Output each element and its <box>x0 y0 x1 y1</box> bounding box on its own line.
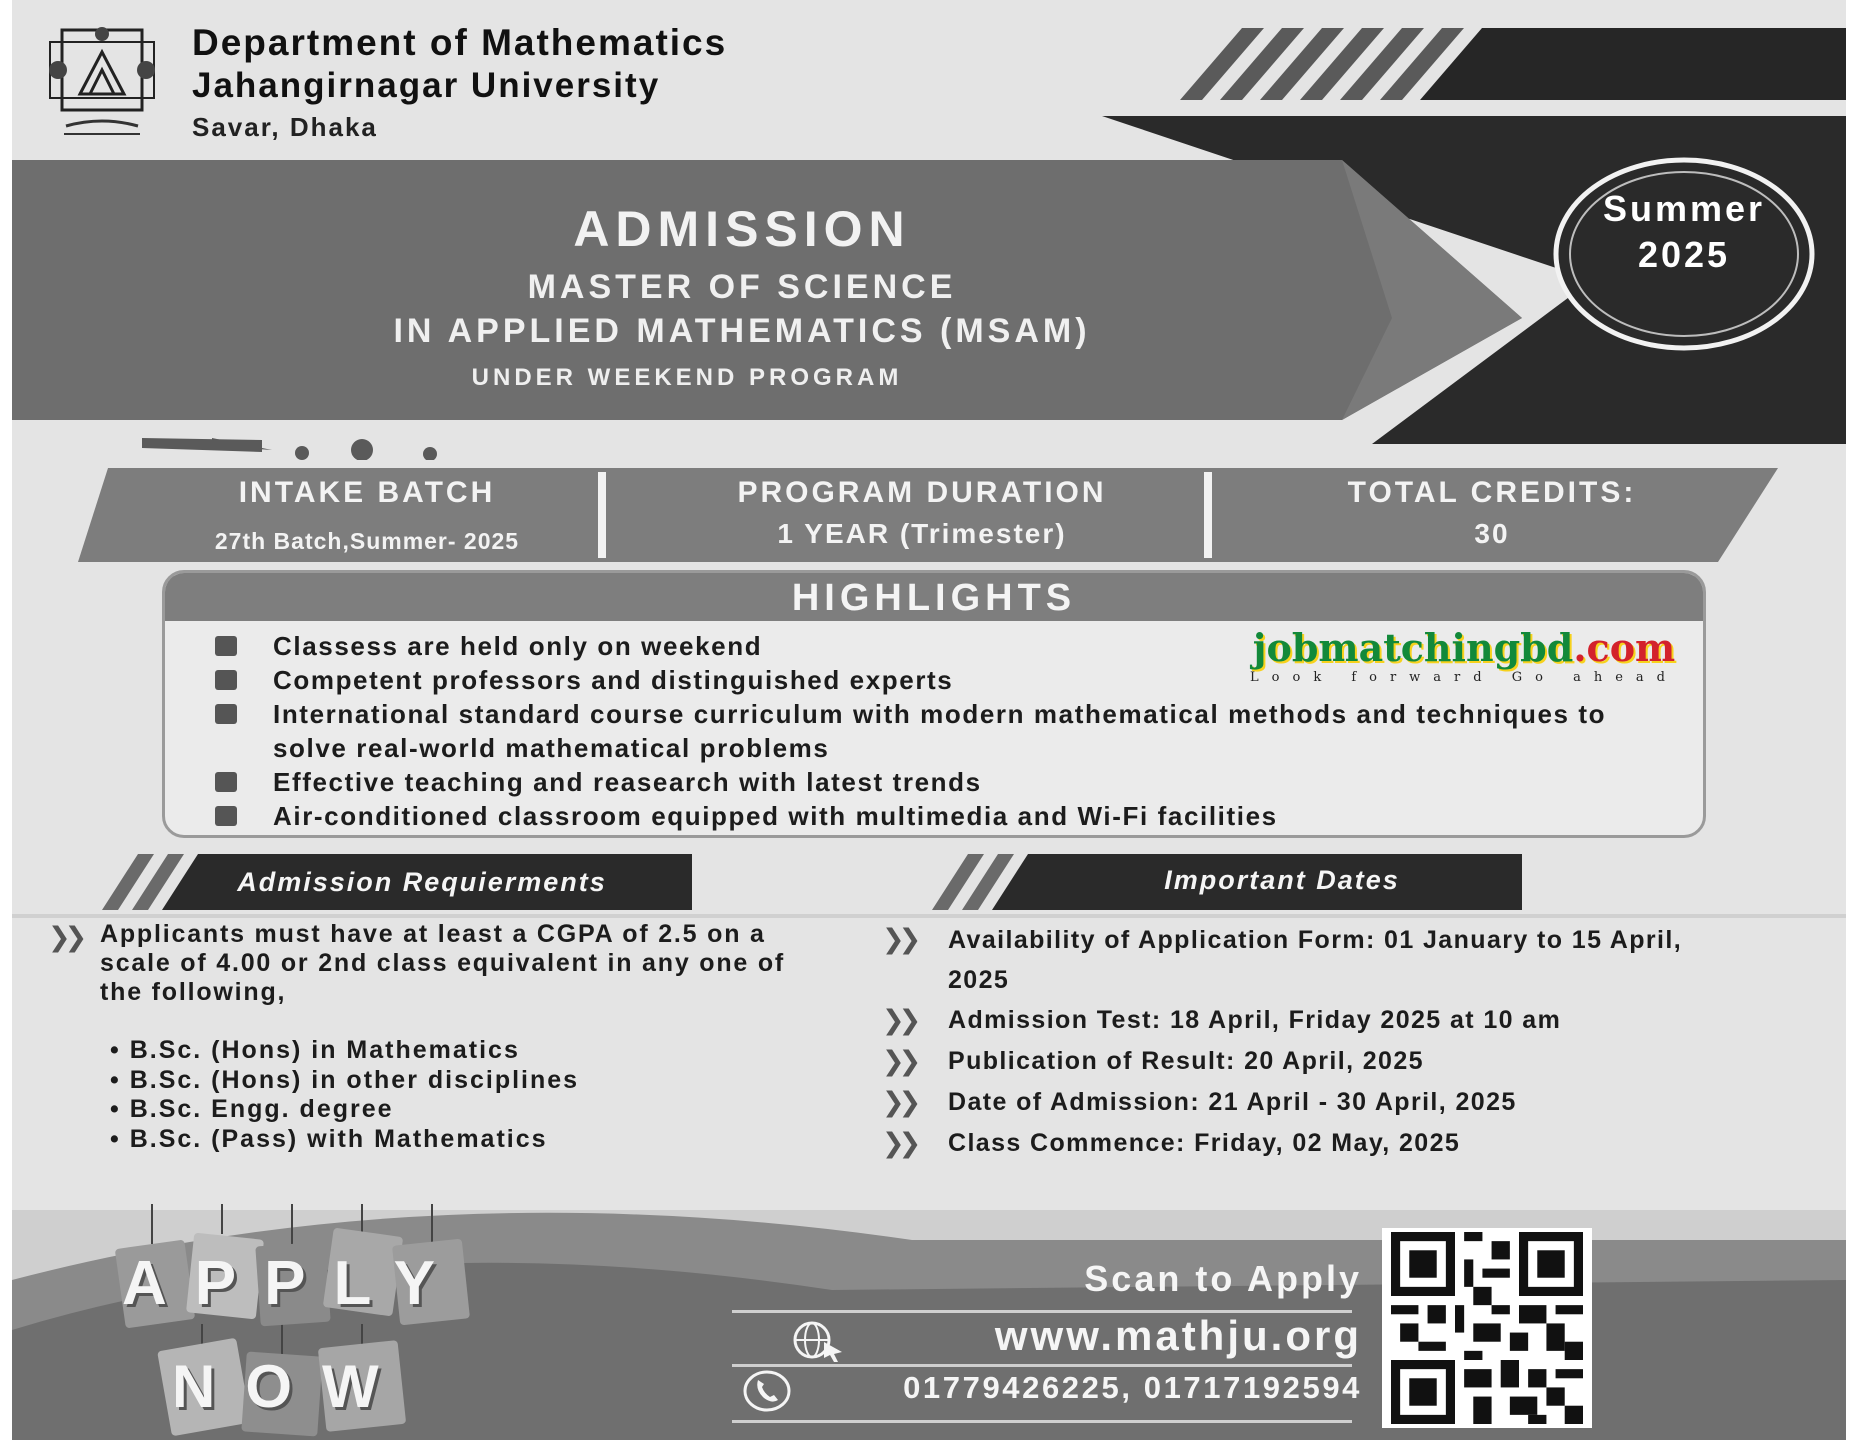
dates-tab-title: Important Dates <box>1164 865 1400 895</box>
date-item: ❯❯ Admission Test: 18 April, Friday 2025 at 10 am <box>882 1000 1802 1041</box>
highlight-item: Competent professors and distinguished experts <box>215 663 1703 697</box>
watermark-logo <box>1244 626 1684 685</box>
highlight-item: Effective teaching and reasearch with latest trends <box>215 765 1703 799</box>
degree-item: • B.Sc. (Hons) in other disciplines <box>110 1065 580 1094</box>
university-name: Jahangirnagar University <box>192 66 661 105</box>
apply-word: APPLY <box>122 1249 464 1318</box>
requirements-intro: Applicants must have at least a CGPA of 2.5 on a scale of 4.00 or 2nd class equivalent in any one of the following, <box>100 920 786 1006</box>
date-item: ❯❯ Publication of Result: 20 April, 2025 <box>882 1041 1802 1082</box>
double-chevron-right-icon: ❯❯ <box>882 924 916 955</box>
admission-title: ADMISSION <box>573 201 911 257</box>
highlight-item: International standard course curriculum with modern mathematical methods and techniques to solve real-world mathematical problems <box>215 697 1703 765</box>
bullet-square-icon <box>215 636 237 656</box>
intake-batch-label: INTAKE BATCH <box>238 476 496 509</box>
double-chevron-right-icon: ❯❯ <box>882 1087 916 1118</box>
date-item: ❯❯ Date of Admission: 21 April - 30 April, 2025 <box>882 1082 1802 1123</box>
total-credits-label: TOTAL CREDITS: <box>1347 476 1637 509</box>
scan-to-apply-label: Scan to Apply <box>1084 1258 1362 1299</box>
program-name-line2: IN APPLIED MATHEMATICS (MSAM) <box>393 312 1091 350</box>
degree-item: • B.Sc. (Hons) in Mathematics <box>110 1036 520 1064</box>
degree-item: • B.Sc. (Pass) with Mathematics <box>110 1124 548 1153</box>
double-chevron-right-icon: ❯❯ <box>48 922 82 953</box>
total-credits <box>1232 468 1752 562</box>
double-chevron-right-icon: ❯❯ <box>882 1046 916 1077</box>
total-credits-value: 30 <box>1474 518 1510 549</box>
important-dates-list <box>882 920 1802 1164</box>
globe-icon <box>790 1318 846 1362</box>
qr-code-icon[interactable] <box>1382 1228 1592 1428</box>
watermark-name: jobmatchingbd.com <box>1252 625 1676 670</box>
season-label: Summer <box>1602 188 1766 229</box>
double-chevron-right-icon: ❯❯ <box>882 1128 916 1159</box>
season-badge <box>1554 172 1814 342</box>
degree-item: • B.Sc. Engg. degree <box>110 1095 394 1123</box>
intake-batch-value: 27th Batch,Summer- 2025 <box>214 528 520 554</box>
highlights-box <box>162 570 1706 838</box>
degree-list <box>110 1036 579 1154</box>
requirements-tab-title: Admission Requierments <box>237 867 607 897</box>
date-item: ❯❯ Availability of Application Form: 01 January to 15 April, 2025 <box>882 920 1802 1000</box>
decorative-stripes <box>1180 28 1846 100</box>
watermark-tagline: Look forward Go ahead <box>1250 670 1678 685</box>
double-chevron-right-icon: ❯❯ <box>882 1005 916 1036</box>
program-type: UNDER WEEKEND PROGRAM <box>471 364 903 391</box>
bullet-square-icon <box>215 670 237 690</box>
bullet-square-icon <box>215 806 237 826</box>
department-name: Department of Mathematics <box>192 22 728 63</box>
date-item: ❯❯ Class Commence: Friday, 02 May, 2025 <box>882 1123 1802 1164</box>
phone-numbers: 01779426225, 01717192594 <box>903 1370 1362 1405</box>
bullet-square-icon <box>215 772 237 792</box>
highlight-item: Air-conditioned classroom equipped with multimedia and Wi-Fi facilities <box>215 799 1703 833</box>
phone-icon <box>742 1368 792 1414</box>
website-link[interactable]: www.mathju.org <box>994 1312 1362 1359</box>
season-year: 2025 <box>1637 234 1731 275</box>
now-word: NOW <box>172 1353 409 1420</box>
bullet-square-icon <box>215 704 237 724</box>
university-location: Savar, Dhaka <box>192 112 378 142</box>
highlight-item: Classess are held only on weekend <box>215 629 1703 663</box>
section-divider <box>12 914 1846 918</box>
program-name-line1: MASTER OF SCIENCE <box>527 268 957 306</box>
admission-poster <box>12 0 1846 1440</box>
program-duration <box>622 468 1222 562</box>
program-duration-label: PROGRAM DURATION <box>737 476 1107 509</box>
program-duration-value: 1 YEAR (Trimester) <box>777 518 1067 549</box>
highlights-title: HIGHLIGHTS <box>165 573 1703 621</box>
intake-batch <box>132 468 602 562</box>
